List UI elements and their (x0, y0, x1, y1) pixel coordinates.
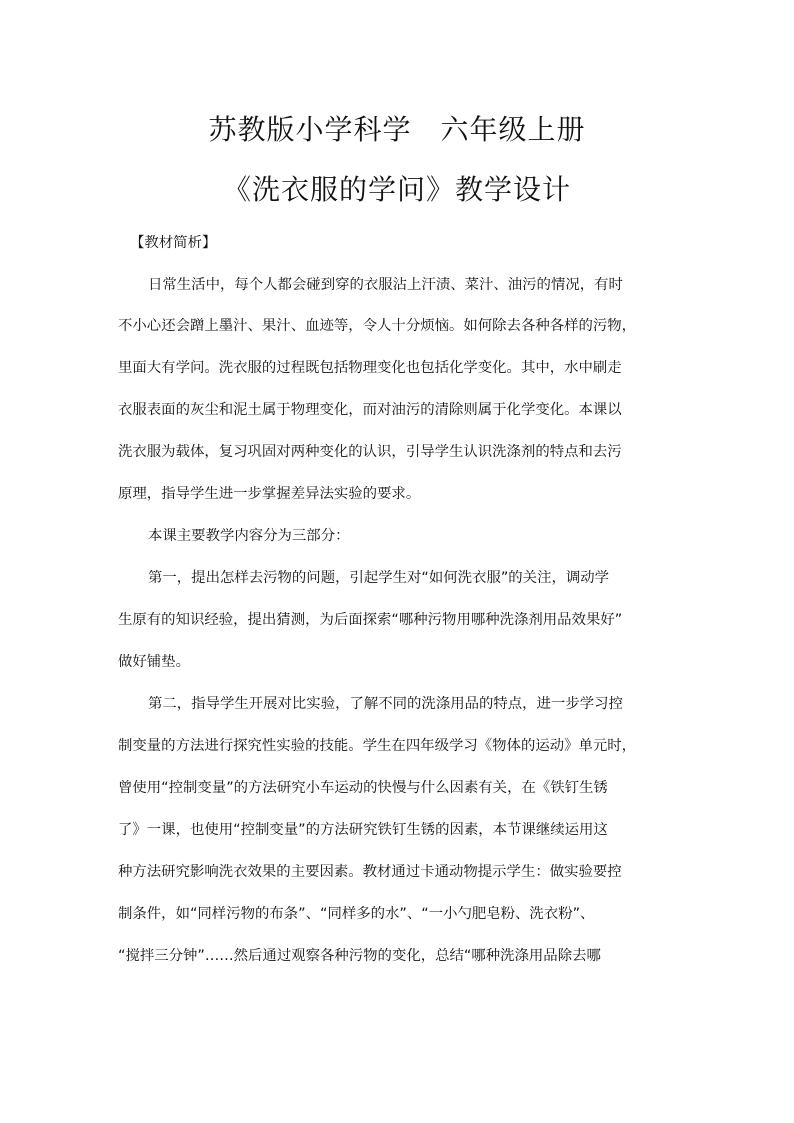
paragraph-line: 第二，指导学生开展对比实验，了解不同的洗涤用品的特点，进一步学习控 (148, 696, 623, 712)
paragraph-line: 里面大有学问。洗衣服的过程既包括物理变化也包括化学变化。其中，水中刷走 (118, 360, 622, 376)
paragraph-line: 制条件，如“同样污物的布条”、“同样多的水”、“一小勺肥皂粉、洗衣粉”、 (118, 906, 595, 922)
paragraph-line: 本课主要教学内容分为三部分： (148, 528, 350, 544)
paragraph-line: 种方法研究影响洗衣效果的主要因素。教材通过卡通动物提示学生：做实验要控 (118, 864, 622, 880)
paragraph-line: 了》一课，也使用“控制变量”的方法研究铁钉生锈的因素，本节课继续运用这 (118, 822, 608, 838)
paragraph-line: 原理，指导学生进一步掌握差异法实验的要求。 (118, 486, 421, 502)
paragraph-line: 不小心还会蹭上墨汁、果汁、血迹等，令人十分烦恼。如何除去各种各样的污物， (118, 318, 637, 334)
paragraph-line: 制变量的方法进行探究性实验的技能。学生在四年级学习《物体的运动》单元时， (118, 738, 637, 754)
paragraph-line: 做好铺垫。 (118, 654, 190, 670)
paragraph-line: 曾使用“控制变量”的方法研究小车运动的快慢与什么因素有关，在《铁钉生锈 (118, 780, 608, 796)
paragraph-line: 洗衣服为载体，复习巩固对两种变化的认识，引导学生认识洗涤剂的特点和去污 (118, 444, 622, 460)
paragraph-line: 第一，提出怎样去污物的问题，引起学生对“如何洗衣服”的关注，调动学 (148, 570, 610, 586)
paragraph-line: 衣服表面的灰尘和泥土属于物理变化，而对油污的清除则属于化学变化。本课以 (118, 402, 622, 418)
document-title-course: 苏教版小学科学 六年级上册 (208, 113, 586, 146)
document-title-lesson: 《洗衣服的学问》教学设计 (222, 173, 571, 206)
paragraph-line: 日常生活中，每个人都会碰到穿的衣服沾上汗渍、菜汁、油污的情况，有时 (148, 277, 623, 293)
paragraph-line: 生原有的知识经验，提出猜测，为后面探索“哪种污物用哪种洗涤剂用品效果好” (118, 612, 623, 628)
section-heading: 【教材简析】 (130, 235, 217, 251)
paragraph-line: “搅拌三分钟”……然后通过观察各种污物的变化，总结“哪种洗涤用品除去哪 (118, 948, 601, 964)
